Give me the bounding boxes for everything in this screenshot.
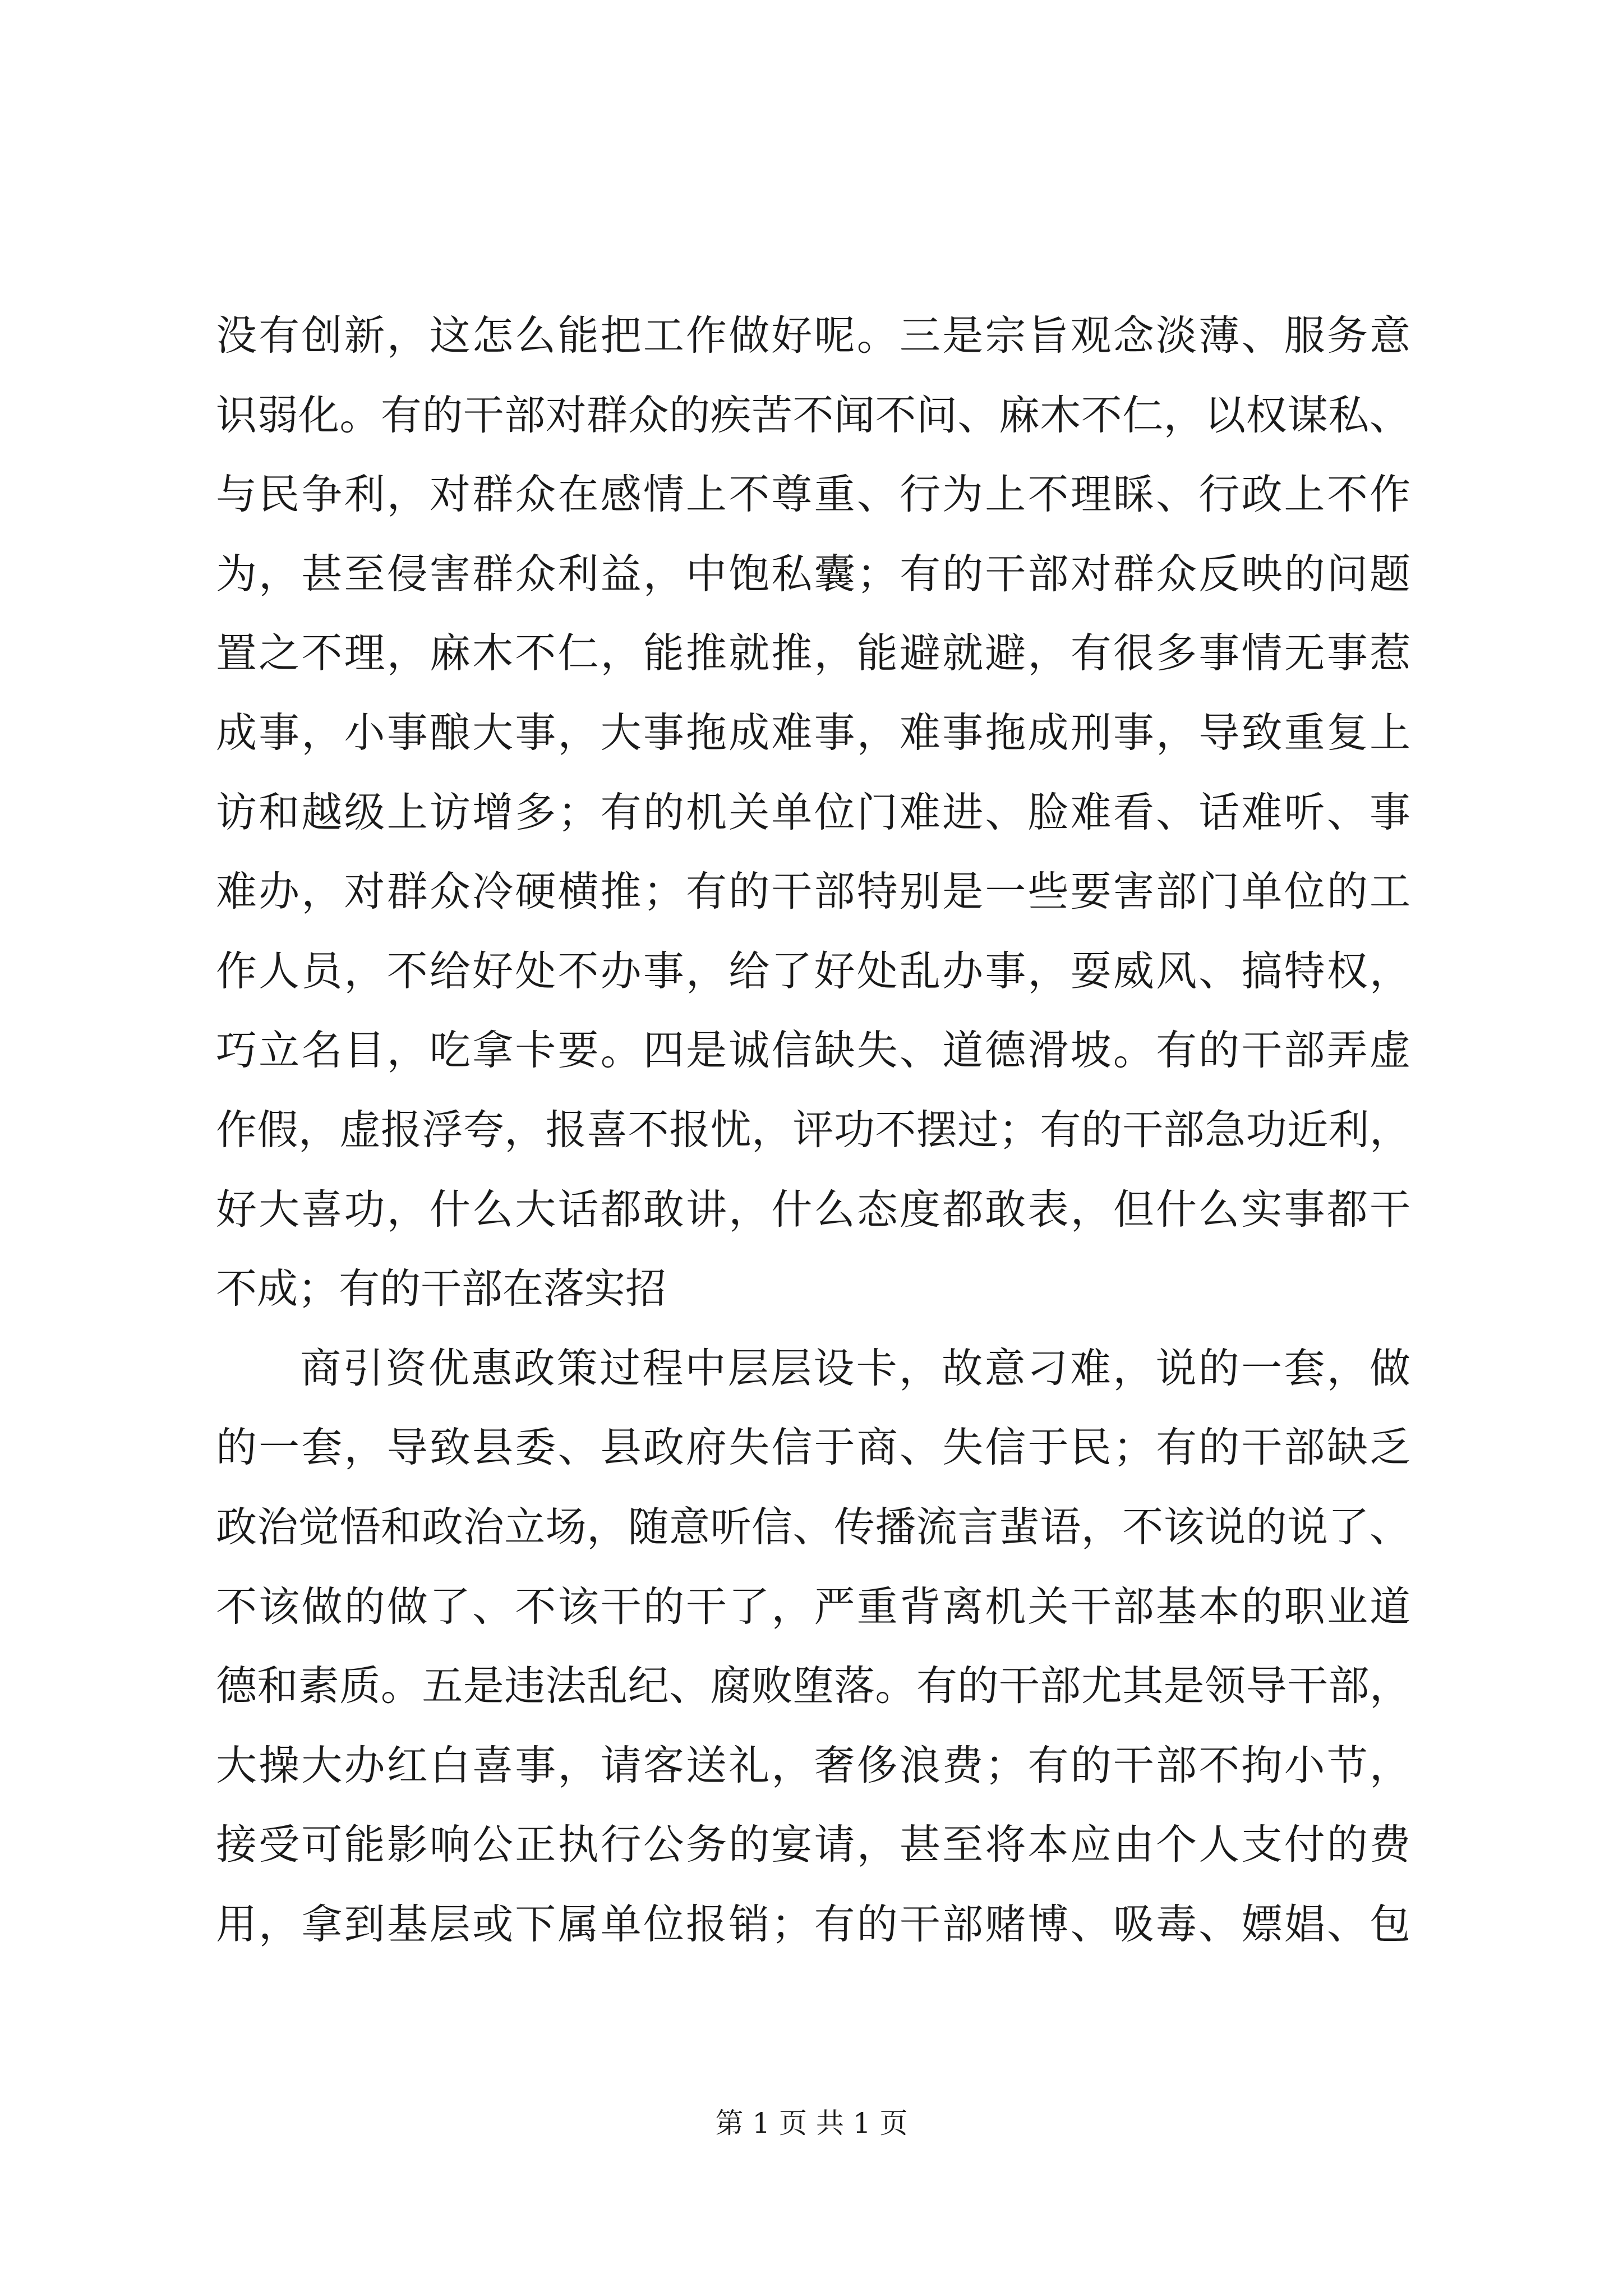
text-line: 作假，虚报浮夸，报喜不报忧，评功不摆过；有的干部急功近利， [216, 1106, 1410, 1154]
text-line: 置之不理，麻木不仁，能推就推，能避就避，有很多事情无事惹 [216, 629, 1410, 678]
text-line: 识弱化。有的干部对群众的疾苦不闻不问、麻木不仁，以权谋私、 [216, 391, 1410, 439]
text-line: 政治觉悟和政治立场，随意听信、传播流言蜚语，不该说的说了、 [216, 1503, 1410, 1551]
text-line: 的一套，导致县委、县政府失信于商、失信于民；有的干部缺乏 [216, 1424, 1410, 1472]
text-line: 巧立名目，吃拿卡要。四是诚信缺失、道德滑坡。有的干部弄虚 [216, 1027, 1410, 1075]
text-line: 用，拿到基层或下属单位报销；有的干部赌博、吸毒、嫖娼、包 [216, 1900, 1410, 1948]
text-line: 不成；有的干部在落实招 [216, 1265, 666, 1313]
page-footer: 第 1 页 共 1 页 [715, 2107, 908, 2139]
text-line: 为，甚至侵害群众利益，中饱私囊；有的干部对群众反映的问题 [216, 550, 1410, 598]
text-line: 不该做的做了、不该干的干了，严重背离机关干部基本的职业道 [216, 1582, 1410, 1631]
text-line: 商引资优惠政策过程中层层设卡，故意刁难，说的一套，做 [300, 1344, 1410, 1392]
text-line: 成事，小事酿大事，大事拖成难事，难事拖成刑事，导致重复上 [216, 708, 1410, 757]
text-line: 没有创新，这怎么能把工作做好呢。三是宗旨观念淡薄、服务意 [216, 312, 1410, 360]
text-line: 大操大办红白喜事，请客送礼，奢侈浪费；有的干部不拘小节， [216, 1741, 1410, 1789]
text-line: 与民争利，对群众在感情上不尊重、行为上不理睬、行政上不作 [216, 471, 1410, 519]
text-line: 德和素质。五是违法乱纪、腐败堕落。有的干部尤其是领导干部， [216, 1662, 1410, 1710]
text-line: 难办，对群众冷硬横推；有的干部特别是一些要害部门单位的工 [216, 868, 1410, 916]
text-line: 好大喜功，什么大话都敢讲，什么态度都敢表，但什么实事都干 [216, 1185, 1410, 1234]
text-line: 作人员，不给好处不办事，给了好处乱办事，耍威风、搞特权， [216, 947, 1410, 995]
document-body [216, 296, 1410, 1964]
text-line: 访和越级上访增多；有的机关单位门难进、脸难看、话难听、事 [216, 788, 1410, 836]
text-line: 接受可能影响公正执行公务的宴请，甚至将本应由个人支付的费 [216, 1821, 1410, 1869]
